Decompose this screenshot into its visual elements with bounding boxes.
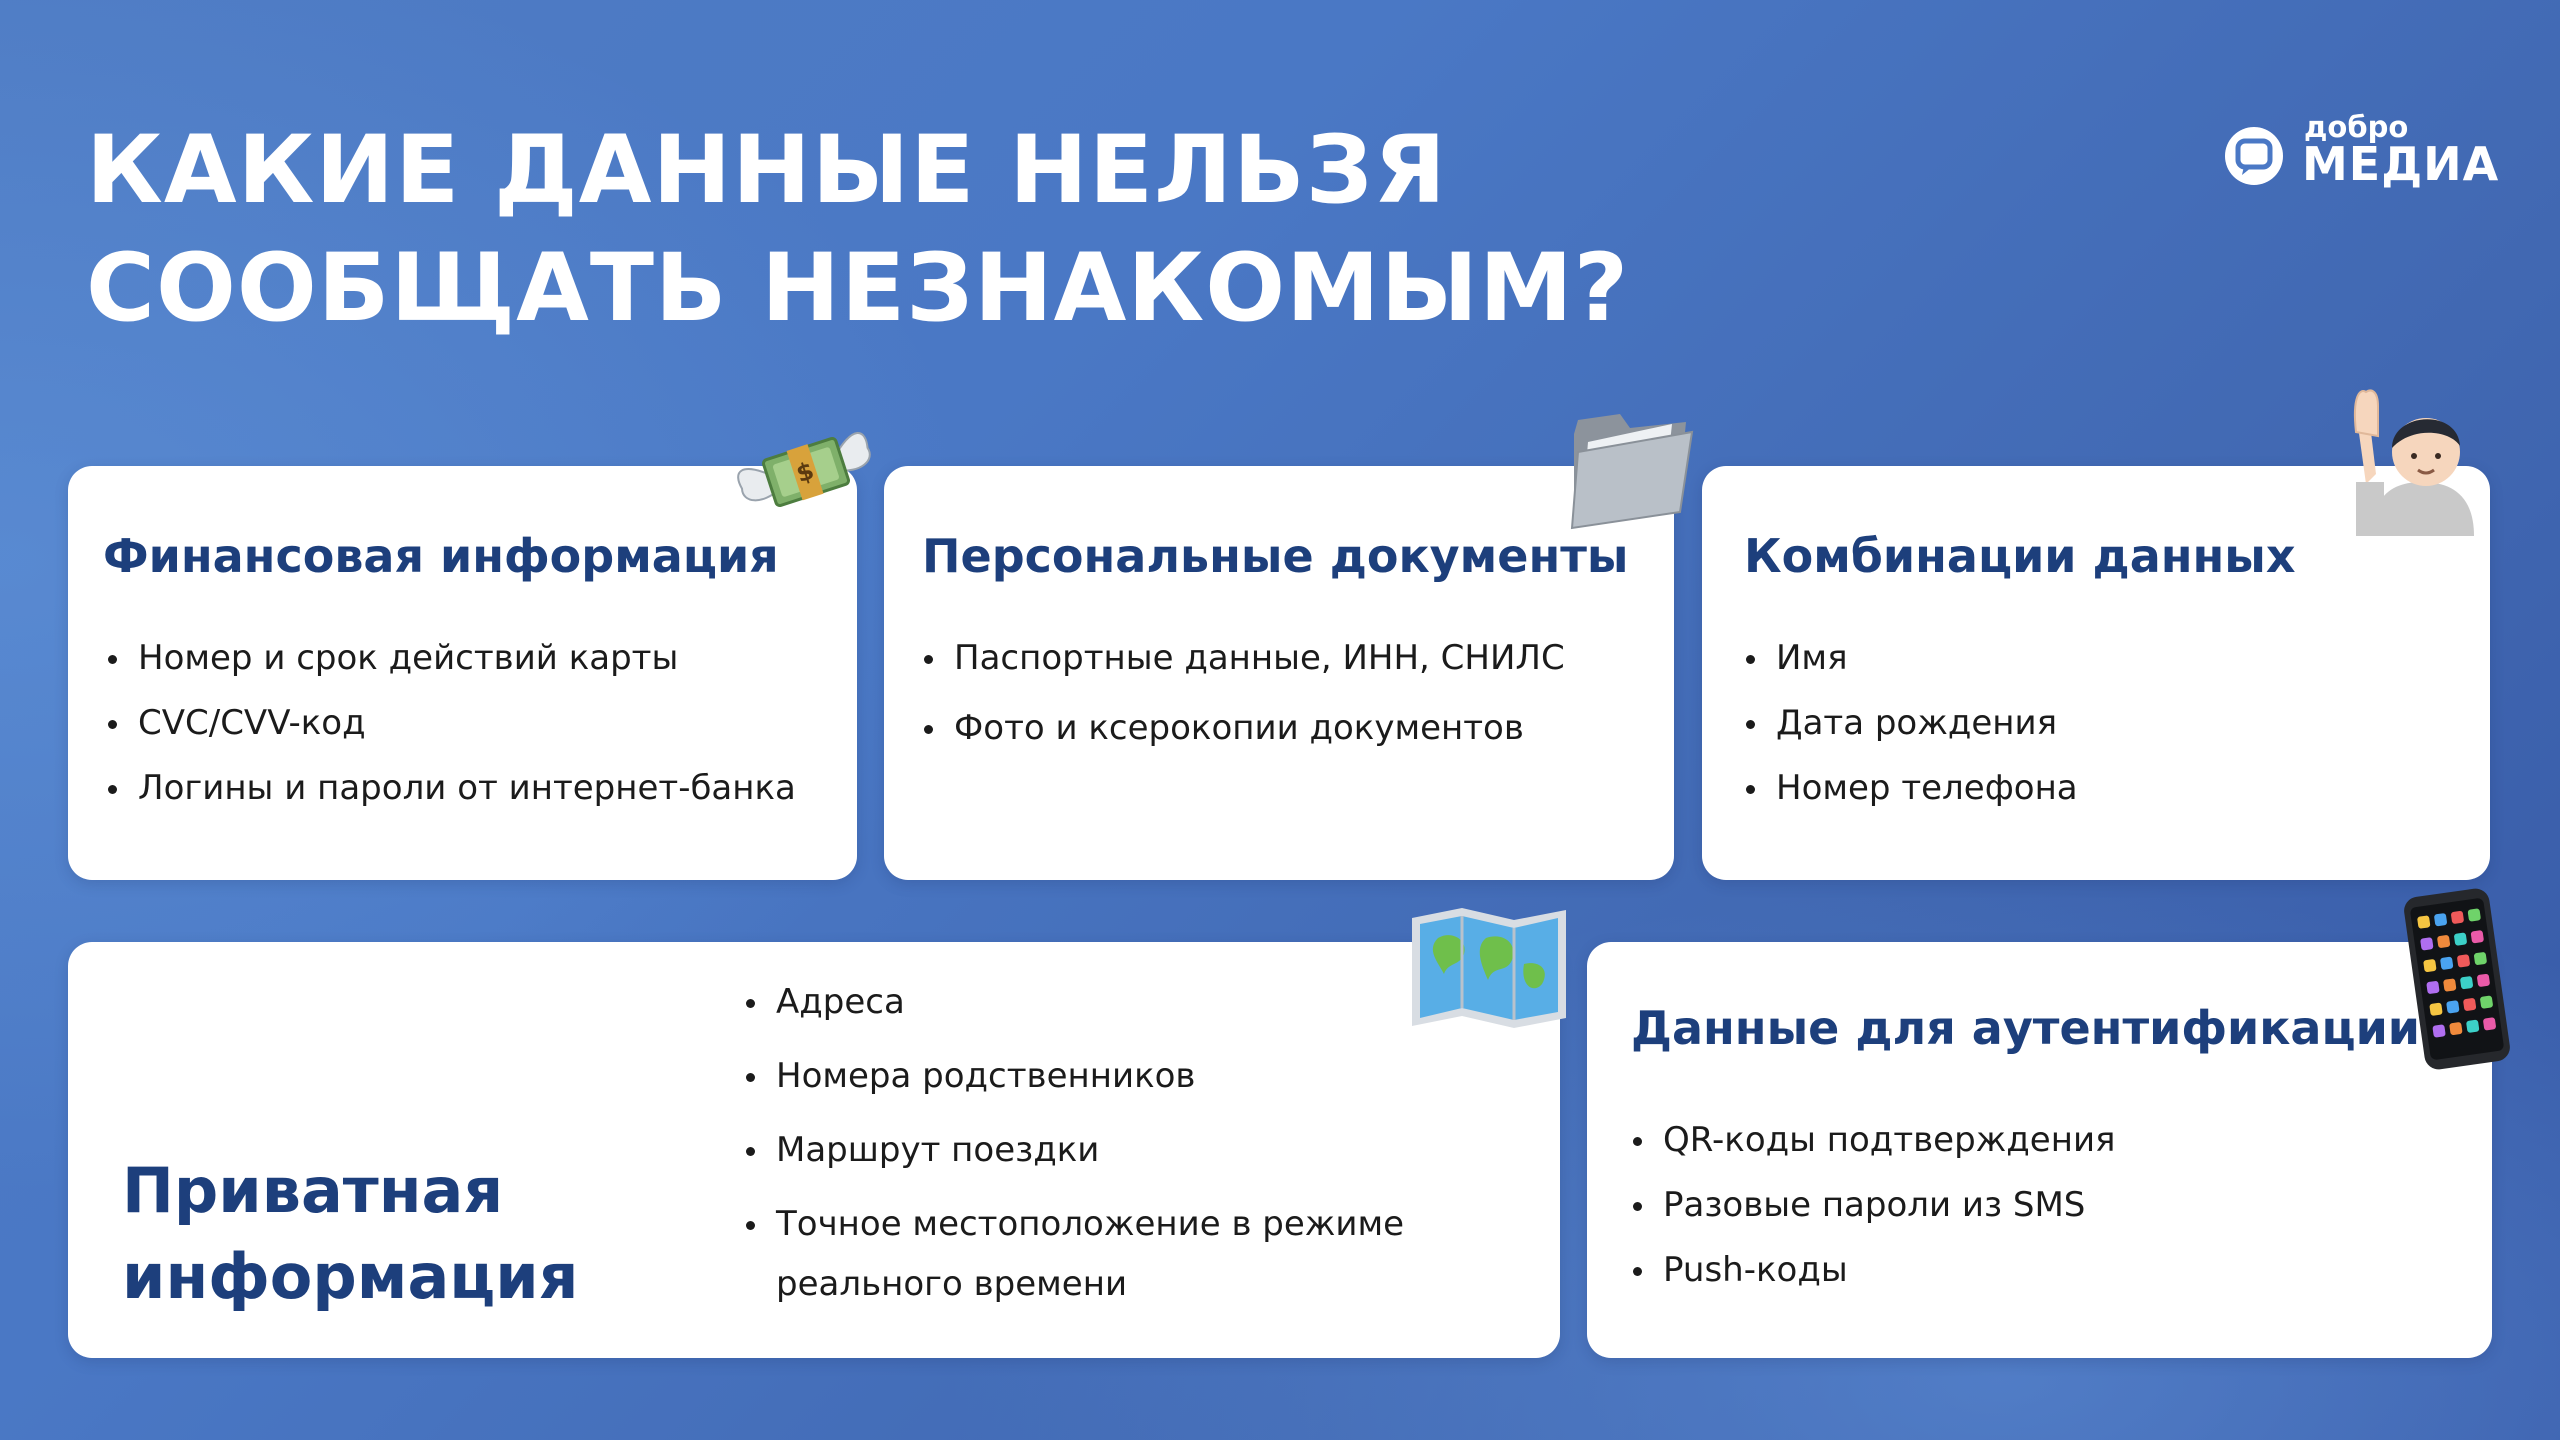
mobile-phone-icon	[2392, 884, 2522, 1074]
card-authentication-data	[1587, 942, 2492, 1358]
list-item: Разовые пароли из SMS	[1627, 1185, 2116, 1225]
svg-text:$: $	[792, 456, 818, 489]
slide-title-line-2: СООБЩАТЬ НЕЗНАКОМЫМ?	[86, 234, 1630, 343]
card-combinations-title: Комбинации данных	[1744, 529, 2296, 583]
dobro-media-logo	[2222, 110, 2500, 191]
slide-title-line-1: КАКИЕ ДАННЫЕ НЕЛЬЗЯ	[86, 116, 1447, 225]
card-private-title	[122, 1148, 579, 1320]
world-map-icon	[1408, 904, 1570, 1034]
card-financial-title: Финансовая информация	[103, 529, 779, 583]
list-item: Номер и срок действий карты	[102, 638, 796, 678]
list-item: Имя	[1740, 638, 2078, 678]
folder-icon	[1560, 394, 1700, 534]
list-item: Дата рождения	[1740, 703, 2078, 743]
list-item: Точное местоположение в режиме	[740, 1204, 1404, 1244]
list-item: Маршрут поездки	[740, 1130, 1404, 1170]
list-item: Паспортные данные, ИНН, СНИЛС	[918, 638, 1565, 678]
list-item: Номера родственников	[740, 1056, 1404, 1096]
card-documents-list	[918, 638, 1565, 773]
list-item: Push-коды	[1627, 1250, 2116, 1290]
list-item: Номер телефона	[1740, 768, 2078, 808]
card-auth-list	[1627, 1120, 2116, 1315]
card-personal-documents	[884, 466, 1674, 880]
list-item: Адреса	[740, 982, 1404, 1022]
speech-bubble-icon	[2222, 124, 2286, 188]
list-item: Фото и ксерокопии документов	[918, 708, 1565, 748]
person-raising-hand-icon	[2352, 386, 2490, 538]
card-private-list	[740, 982, 1404, 1329]
list-item-continuation: реального времени	[776, 1264, 1128, 1304]
card-combinations-list	[1740, 638, 2078, 833]
card-private-title-line-1: Приватная	[122, 1154, 504, 1227]
list-item: CVC/CVV-код	[102, 703, 796, 743]
logo-word-dobro: добро	[2304, 110, 2409, 144]
card-financial-list	[102, 638, 796, 833]
list-item: QR-коды подтверждения	[1627, 1120, 2116, 1160]
card-documents-title: Персональные документы	[922, 529, 1629, 583]
slide-title	[86, 112, 1629, 348]
flying-money-icon	[736, 410, 876, 535]
card-auth-title: Данные для аутентификации	[1631, 1001, 2421, 1055]
card-private-info	[68, 942, 1560, 1358]
card-private-title-line-2: информация	[122, 1240, 579, 1313]
logo-word-media: МЕДИА	[2302, 137, 2500, 191]
list-item: Логины и пароли от интернет-банка	[102, 768, 796, 808]
